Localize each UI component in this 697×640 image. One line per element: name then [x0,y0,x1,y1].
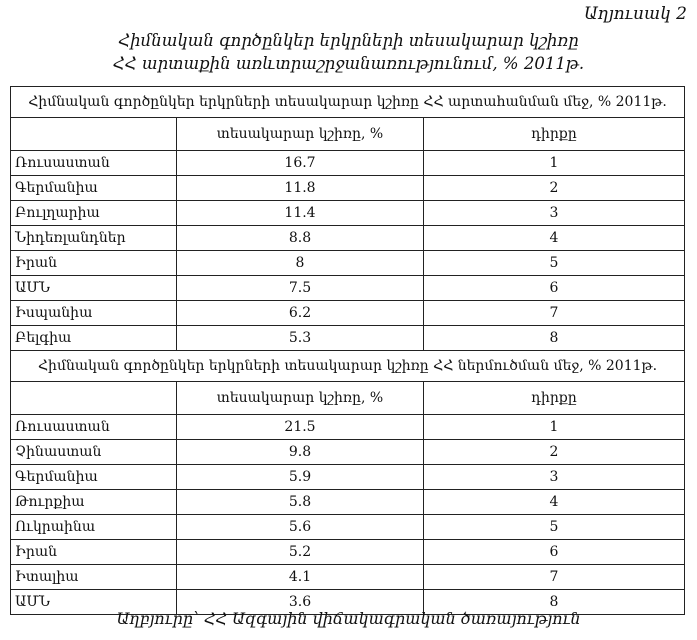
import-country: Գերմանիա [11,465,177,490]
export-row [11,251,685,276]
import-section-heading: Հիմնական գործընկեր երկրների տեսակարար կշիռը ՀՀ ներմուծման մեջ, % 2011թ. [11,351,685,382]
export-rank: 6 [424,276,685,301]
export-rank: 1 [424,151,685,176]
export-row [11,176,685,201]
import-rank: 7 [424,565,685,590]
source-note: Աղբյուրը՝ ՀՀ Ազգային վիճակագրական ծառայություն [116,609,581,628]
import-country: Չինաստան [11,440,177,465]
import-row [11,415,685,440]
import-country: Իտալիա [11,565,177,590]
export-rank: 2 [424,176,685,201]
import-section-row [11,351,685,382]
export-section-heading: Հիմնական գործընկեր երկրների տեսակարար կշիռը ՀՀ արտահանման մեջ, % 2011թ. [11,87,685,118]
import-rank: 8 [424,590,685,615]
export-country: Իսպանիա [11,301,177,326]
import-country: Ռուսաստան [11,415,177,440]
import-share: 5.9 [177,465,424,490]
export-country: Նիդեռլանդներ [11,226,177,251]
import-rank: 3 [424,465,685,490]
import-header-country [11,382,177,415]
export-rank: 5 [424,251,685,276]
import-header-row [11,382,685,415]
import-share: 5.2 [177,540,424,565]
import-share: 3.6 [177,590,424,615]
export-country: ԱՄՆ [11,276,177,301]
export-country: Ռուսաստան [11,151,177,176]
import-row [11,465,685,490]
export-share: 8 [177,251,424,276]
import-row [11,565,685,590]
import-country: Ուկրաինա [11,515,177,540]
import-country: ԱՄՆ [11,590,177,615]
export-share: 5.3 [177,326,424,351]
export-country: Բուլղարիա [11,201,177,226]
export-section-row [11,87,685,118]
export-header-share: տեսակարար կշիռը, % [177,118,424,151]
import-row [11,540,685,565]
export-rank: 7 [424,301,685,326]
export-row [11,276,685,301]
import-header-share: տեսակարար կշիռը, % [177,382,424,415]
export-country: Բելգիա [11,326,177,351]
import-row [11,490,685,515]
export-share: 8.8 [177,226,424,251]
export-header-row [11,118,685,151]
import-share: 21.5 [177,415,424,440]
export-rank: 3 [424,201,685,226]
import-rank: 4 [424,490,685,515]
export-share: 11.4 [177,201,424,226]
import-header-rank: դիրքը [424,382,685,415]
table-body [11,87,685,615]
export-rank: 8 [424,326,685,351]
export-header-country [11,118,177,151]
export-country: Իրան [11,251,177,276]
export-row [11,301,685,326]
export-share: 7.5 [177,276,424,301]
import-share: 5.6 [177,515,424,540]
import-rank: 5 [424,515,685,540]
import-rank: 6 [424,540,685,565]
export-share: 11.8 [177,176,424,201]
import-country: Թուրքիա [11,490,177,515]
import-country: Իրան [11,540,177,565]
import-row [11,515,685,540]
import-row [11,440,685,465]
document-title-line2: ՀՀ արտաքին առևտրաշրջանառությունում, % 2011թ. [112,54,585,73]
export-row [11,201,685,226]
import-share: 4.1 [177,565,424,590]
export-share: 6.2 [177,301,424,326]
import-share: 5.8 [177,490,424,515]
export-row [11,151,685,176]
export-row [11,226,685,251]
export-share: 16.7 [177,151,424,176]
import-rank: 2 [424,440,685,465]
trade-partners-table [10,86,685,615]
export-rank: 4 [424,226,685,251]
export-row [11,326,685,351]
export-header-rank: դիրքը [424,118,685,151]
table-label: Աղյուսակ 2 [583,4,687,24]
export-country: Գերմանիա [11,176,177,201]
import-share: 9.8 [177,440,424,465]
import-rank: 1 [424,415,685,440]
document-title-line1: Հիմնական գործընկեր երկրների տեսակարար կշիռը [118,31,579,50]
